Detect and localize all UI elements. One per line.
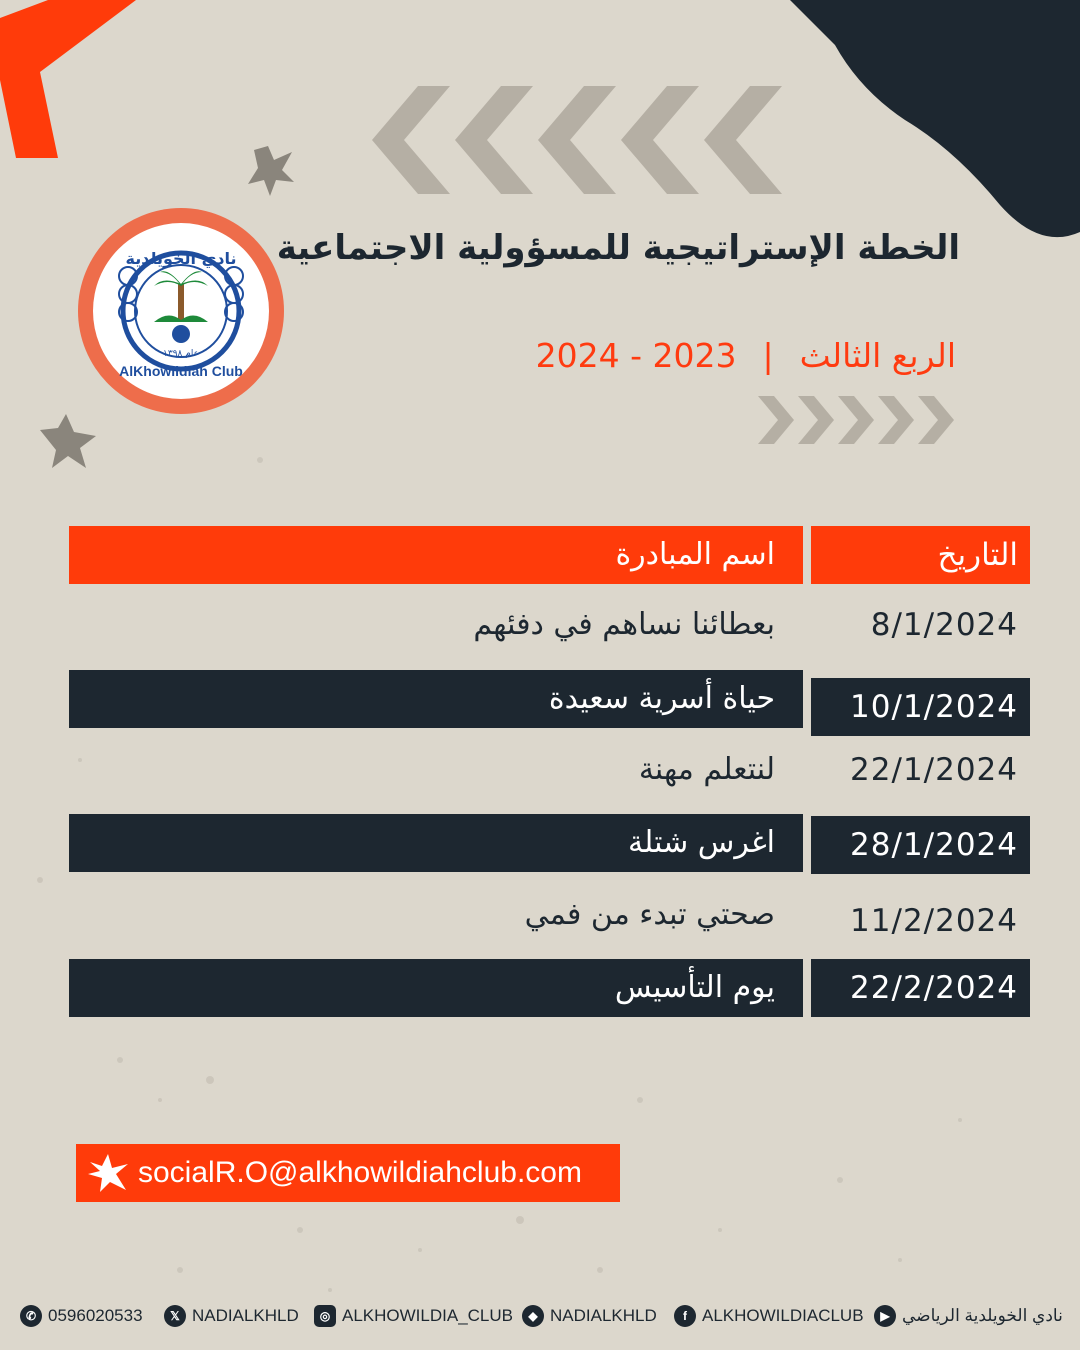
- footer-youtube[interactable]: [874, 1298, 1063, 1334]
- quarter-line: [356, 336, 956, 375]
- footer-facebook[interactable]: [674, 1298, 864, 1334]
- table-row: [69, 814, 1030, 872]
- table-row: [69, 596, 1030, 654]
- initiative-date: 22/1/2024: [850, 752, 1018, 788]
- facebook-icon: f: [674, 1305, 696, 1327]
- table-header-row: [69, 526, 1030, 584]
- youtube-channel: نادي الخويلدية الرياضي: [902, 1306, 1063, 1325]
- orange-zigzag-shape: [0, 0, 136, 158]
- x-mark-icon: [86, 1152, 132, 1194]
- email-address[interactable]: socialR.O@alkhowildiahclub.com: [138, 1156, 582, 1189]
- x-logo-icon: 𝕏: [164, 1305, 186, 1327]
- dark-corner-shape: [790, 0, 1080, 237]
- table-row: [69, 886, 1030, 944]
- quarter-years: 2023 - 2024: [535, 336, 737, 375]
- logo-english-name: AlKhowildiah Club: [119, 363, 243, 379]
- table-row: [69, 959, 1030, 1017]
- initiative-date: 28/1/2024: [811, 816, 1030, 874]
- initiative-name: لنتعلم مهنة: [638, 752, 775, 787]
- header-date: التاريخ: [811, 526, 1030, 584]
- logo-arabic-name: نادي الخويلدية: [125, 249, 237, 268]
- initiative-name: اغرس شتلة: [69, 814, 803, 872]
- footer-snapchat[interactable]: [522, 1298, 657, 1334]
- x-mark: [248, 146, 294, 196]
- initiative-name: حياة أسرية سعيدة: [69, 670, 803, 728]
- instagram-handle: ALKHOWILDIA_CLUB: [342, 1306, 513, 1325]
- table-row: [69, 670, 1030, 728]
- whatsapp-number: 0596020533: [48, 1306, 143, 1325]
- facebook-handle: ALKHOWILDIACLUB: [702, 1306, 864, 1325]
- initiative-date: 11/2/2024: [850, 903, 1018, 939]
- youtube-icon: ▶: [874, 1305, 896, 1327]
- football-icon: [172, 325, 190, 343]
- footer-x[interactable]: [164, 1298, 299, 1334]
- snapchat-icon: ◆: [522, 1305, 544, 1327]
- quarter-separator: |: [762, 336, 774, 375]
- whatsapp-icon: ✆: [20, 1305, 42, 1327]
- instagram-icon: ◎: [314, 1305, 336, 1327]
- chevrons-small: [758, 396, 954, 444]
- footer-whatsapp[interactable]: [20, 1298, 143, 1334]
- initiative-name: بعطائنا نساهم في دفئهم: [473, 607, 775, 642]
- chevrons-large: [372, 86, 782, 194]
- initiative-date: 22/2/2024: [811, 959, 1030, 1017]
- initiative-name: صحتي تبدء من فمي: [524, 897, 775, 932]
- footer-instagram[interactable]: [314, 1298, 513, 1334]
- x-mark: [40, 414, 96, 468]
- table-row: [69, 741, 1030, 799]
- x-handle: NADIALKHLD: [192, 1306, 299, 1325]
- email-banner[interactable]: [76, 1144, 620, 1202]
- initiative-date: 10/1/2024: [811, 678, 1030, 736]
- snapchat-handle: NADIALKHLD: [550, 1306, 657, 1325]
- initiative-name: يوم التأسيس: [69, 959, 803, 1017]
- initiative-date: 8/1/2024: [870, 607, 1018, 643]
- page-title: الخطة الإستراتيجية للمسؤولية الاجتماعية: [276, 228, 960, 268]
- social-footer: [0, 1298, 1080, 1334]
- logo-founded: عام ١٣٩٨: [163, 349, 199, 359]
- header-initiative-name: اسم المبادرة: [69, 526, 803, 584]
- quarter-label: الربع الثالث: [799, 336, 956, 375]
